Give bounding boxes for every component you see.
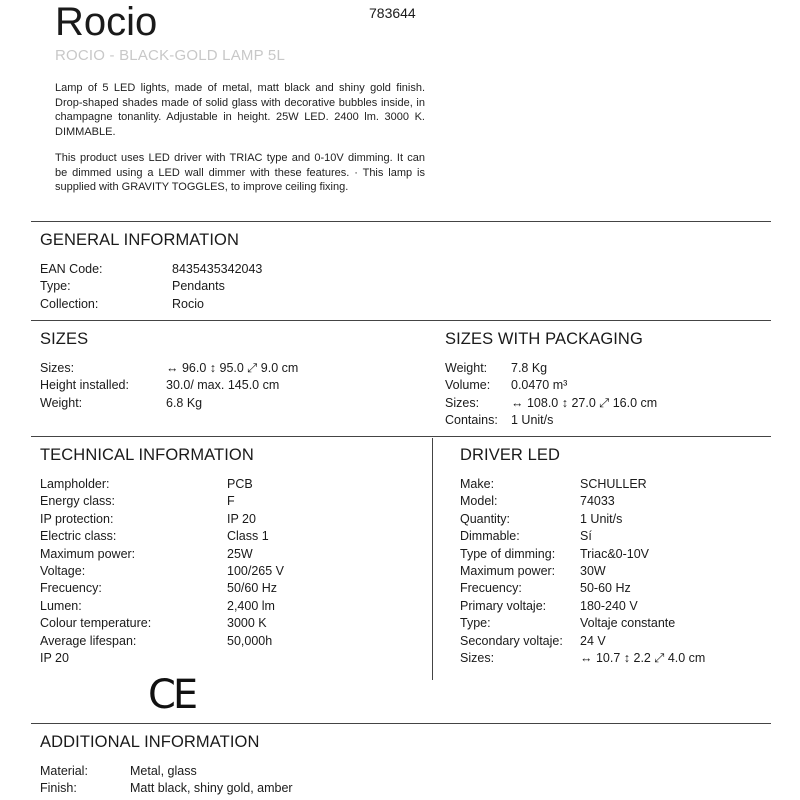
technical-row-label: Colour temperature: — [40, 616, 152, 631]
technical-row-label: Electric class: — [40, 529, 117, 544]
product-subtitle: ROCIO - BLACK-GOLD LAMP 5L — [55, 47, 285, 64]
driver-row-label: Dimmable: — [460, 529, 520, 544]
driver-row-value: SCHULLER — [580, 477, 647, 491]
general-row-value: Rocio — [172, 296, 204, 311]
sizes-row-value: 6.8 Kg — [166, 395, 203, 410]
additional-row-label: Finish: — [40, 781, 77, 796]
general-row-value: 8435435342043 — [172, 262, 263, 276]
packaging-row-value: ↔ 108.0 ↕ 27.0 ⤢ 16.0 cm — [511, 395, 658, 410]
additional-row-label: Material: — [40, 764, 88, 778]
driver-row-value: 1 Unit/s — [580, 511, 623, 526]
packaging-row-value: 1 Unit/s — [511, 413, 554, 428]
product-reference: 783644 — [369, 5, 416, 21]
product-description-2: This product uses LED driver with TRIAC type and 0-10V dimming. It can be dimmed using a LED wall dimmer with these features. · This lamp is supplied with GRAVITY TOGGLES, to improve ceiling fixing. — [55, 152, 425, 193]
ce-mark-icon: CE — [148, 672, 196, 718]
sizes-row-label: Height installed: — [40, 378, 129, 393]
technical-row-value: 3000 K — [227, 616, 267, 631]
sizes-row-value: ↔ 96.0 ↕ 95.0 ⤢ 9.0 cm — [166, 361, 299, 375]
driver-row-label: Maximum power: — [460, 564, 556, 578]
sizes-row-label: Sizes: — [40, 361, 75, 375]
technical-row-value: 25W — [227, 546, 253, 561]
general-row-label: EAN Code: — [40, 262, 103, 276]
driver-row-value: 180-240 V — [580, 598, 638, 613]
driver-row-value: 74033 — [580, 494, 615, 509]
driver-row-label: Make: — [460, 477, 495, 491]
technical-row-value: IP 20 — [227, 511, 256, 526]
driver-row-value: 30W — [580, 564, 606, 578]
technical-row-value: 50/60 Hz — [227, 581, 278, 596]
driver-row-label: Model: — [460, 494, 498, 509]
driver-row-value: 50-60 Hz — [580, 581, 631, 596]
packaging-row-label: Contains: — [445, 413, 498, 428]
technical-row-label: IP protection: — [40, 511, 114, 526]
general-row-label: Type: — [40, 279, 71, 294]
sizes-heading: SIZES — [40, 330, 89, 348]
driver-row-label: Sizes: — [460, 651, 495, 665]
general-row-label: Collection: — [40, 296, 99, 311]
sizes-row-value: 30.0/ max. 145.0 cm — [166, 378, 280, 393]
additional-row-value: Matt black, shiny gold, amber — [130, 781, 293, 796]
driver-row-value: 24 V — [580, 633, 606, 648]
packaging-row-label: Weight: — [445, 361, 488, 375]
technical-row-label: Energy class: — [40, 494, 116, 509]
driver-row-label: Frecuency: — [460, 581, 522, 596]
driver-row-value: Sí — [580, 529, 592, 544]
packaging-row-label: Volume: — [445, 378, 491, 393]
technical-row-label: Lampholder: — [40, 477, 110, 491]
additional-row-value: Metal, glass — [130, 764, 197, 778]
divider-sizes — [31, 320, 771, 321]
technical-row-value: 50,000h — [227, 633, 273, 648]
divider-technical — [31, 436, 771, 437]
packaging-row-value: 0.0470 m³ — [511, 378, 568, 393]
divider-general — [31, 221, 771, 222]
driver-row-label: Type of dimming: — [460, 546, 556, 561]
technical-row-label: Maximum power: — [40, 546, 136, 561]
product-description-1: Lamp of 5 LED lights, made of metal, matt black and shiny gold finish. Drop-shaped shades made of solid glass with decorative bubbles inside, in champagne tonanlity. Adjustable in height. 25W LED. 2400 lm. 3000 K. DIMMABLE. — [55, 82, 425, 138]
packaging-heading: SIZES WITH PACKAGING — [445, 330, 643, 348]
driver-row-value: Voltaje constante — [580, 616, 676, 631]
technical-row-value: 2,400 lm — [227, 598, 275, 613]
technical-heading: TECHNICAL INFORMATION — [40, 446, 254, 464]
packaging-row-value: 7.8 Kg — [511, 361, 548, 375]
technical-row-label: Frecuency: — [40, 581, 102, 596]
divider-additional — [31, 723, 771, 724]
driver-row-label: Type: — [460, 616, 491, 631]
packaging-row-label: Sizes: — [445, 395, 480, 410]
technical-row-value: 100/265 V — [227, 564, 284, 578]
technical-row-value: F — [227, 494, 235, 509]
technical-row-value: Class 1 — [227, 529, 269, 544]
column-divider — [432, 438, 433, 680]
driver-row-label: Secondary voltaje: — [460, 633, 563, 648]
driver-row-label: Primary voltaje: — [460, 598, 547, 613]
driver-row-value: ↔ 10.7 ↕ 2.2 ⤢ 4.0 cm — [580, 651, 706, 665]
technical-row-value: PCB — [227, 477, 253, 491]
technical-row-label: Voltage: — [40, 564, 86, 578]
additional-heading: ADDITIONAL INFORMATION — [40, 733, 260, 751]
general-heading: GENERAL INFORMATION — [40, 231, 239, 249]
driver-row-value: Triac&0-10V — [580, 546, 650, 561]
sizes-row-label: Weight: — [40, 395, 83, 410]
driver-heading: DRIVER LED — [460, 446, 561, 464]
technical-row-label: IP 20 — [40, 651, 69, 665]
general-row-value: Pendants — [172, 279, 225, 294]
technical-row-label: Average lifespan: — [40, 633, 137, 648]
technical-row-label: Lumen: — [40, 598, 82, 613]
product-title: Rocio — [55, 0, 158, 44]
driver-row-label: Quantity: — [460, 511, 511, 526]
